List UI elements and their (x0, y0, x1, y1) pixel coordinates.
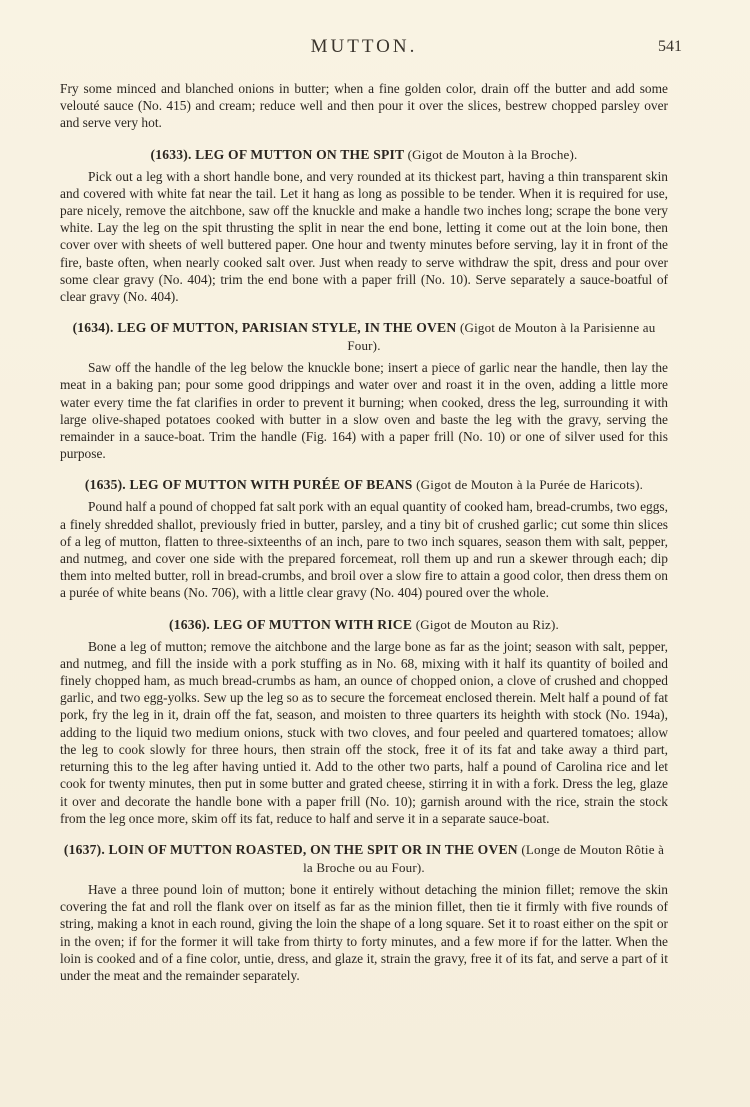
recipe-title (60, 319, 668, 355)
recipe-title-french: (Gigot de Mouton à la Parisienne au Four). (347, 320, 656, 354)
recipe-body: Pound half a pound of chopped fat salt pork with an equal quantity of cooked ham, bread-crumbs, two eggs, a finely shredded shallot, previously fried in butter, parsley, and a tiny bit of crushed garlic; cut some thin slices of a leg of mutton, flatten to three-sixteenths of an inch, pare to two inch squares, season them with salt, pepper, and nutmeg, and cover one side with the prepared forcemeat, roll them up and run a skewer through each; dip them into melted butter, roll in bread-crumbs, and broil over a slow fire to attain a good color, then dress them on a purée of white beans (No. 706), with a little clear gravy (No. 404) poured over the whole. (60, 499, 668, 601)
recipe-1636 (60, 616, 668, 827)
running-title: MUTTON. (310, 36, 418, 57)
recipe-title (60, 476, 668, 494)
recipe-1633 (60, 146, 668, 306)
recipe-title-english: (1636). LEG OF MUTTON WITH RICE (168, 616, 413, 632)
recipe-1637 (60, 841, 668, 984)
page-number: 541 (658, 38, 682, 55)
running-head (60, 36, 682, 66)
recipe-title-english: (1633). LEG OF MUTTON ON THE SPIT (150, 146, 404, 162)
recipe-title-french: (Longe de Mouton Rôtie à la Broche ou au Four). (303, 841, 665, 875)
recipe-title-english: (1637). LOIN OF MUTTON ROASTED, ON THE SPIT OR IN THE OVEN (63, 841, 518, 857)
recipe-body: Have a three pound loin of mutton; bone it entirely without detaching the minion fillet; remove the skin covering the fat and roll the flank over on itself as far as the minion fillet, then tie it firmly with five rounds of string, making a knot in each round, giving the loin the shape of a long square. Set it to roast either on the spit or in the oven; if for the former it will take from thirty to forty minutes, and a few more if for the latter. When the loin is cooked and of a fine color, untie, dress, and glaze it, strain the gravy, free it of its fat, and serve a part of it under the meat and the remainder separately. (60, 881, 668, 983)
recipe-body: Bone a leg of mutton; remove the aitchbone and the large bone as far as the joint; season with salt, pepper, and nutmeg, and fill the inside with a pork stuffing as in No. 68, mixing with it half its quantity of boiled and finely chopped ham, as much bread-crumbs as ham, an ounce of chopped onion, a clove of crushed and chopped garlic, and two egg-yolks. Sew up the leg so as to secure the forcemeat enclosed therein. Melt half a pound of fat pork, fry the leg in it, drain off the fat, season, and moisten to three quarters its heighth with stock (No. 194a), adding to the liquid two medium onions, stuck with two cloves, and four peeled and quartered tomatoes; allow the leg to cook slowly for three hours, then strain off the stock, free it of its fat and take away a third part, returning this to the leg after having untied it. Add to the other two parts, half a pound of Carolina rice and let cook for twenty minutes, then put in some butter and grated cheese, stirring it in with a fork. Dress the leg, glaze it over and decorate the handle bone with a paper frill (No. 10); garnish around with the rice, strain the stock from the leg once more, skim off its fat, reduce to half and serve it in a separate sauce-boat. (60, 638, 668, 826)
recipe-1634 (60, 319, 668, 462)
recipe-title (60, 841, 668, 877)
recipe-title (60, 616, 668, 634)
recipe-body: Saw off the handle of the leg below the knuckle bone; insert a piece of garlic near the handle, then lay the meat in a baking pan; pour some good drippings and water over and roast it in the oven, adding a little more water every time the fat clarifies in order to prevent it burning; when cooked, dress the leg, surrounding it with large olive-shaped potatoes cooked with butter in a slow oven and baste the leg with the gravy, serving the remainder in a sauce-boat. Trim the handle (Fig. 164) with a paper frill (No. 10) or one of silver used for this purpose. (60, 360, 668, 462)
recipe-title-french: (Gigot de Mouton à la Broche). (407, 146, 578, 162)
recipe-title-french: (Gigot de Mouton à la Purée de Haricots). (416, 477, 644, 493)
recipe-body: Pick out a leg with a short handle bone, and very rounded at its thickest part, having a thin transparent skin and covered with white fat near the tail. Let it hang as long as possible to be tender. When it is required for use, pare nicely, remove the aitchbone, saw off the knuckle and make a handle two inches long; scrape the bone very white. Lay the leg on the spit thrusting the split in near the end bone, letting it come out at the loin bone, then cover over with sheets of well buttered paper. One hour and twenty minutes before serving, lay it in front of the fire, baste often, when nearly cooked salt over. Just when ready to serve withdraw the spit, dress and pour over some clear gravy (No. 404); trim the end bone with a paper frill (No. 10). Serve separately a sauce-boatful of clear gravy (No. 404). (60, 168, 668, 305)
recipe-title (60, 146, 668, 164)
recipe-1635 (60, 476, 668, 601)
recipe-title-french: (Gigot de Mouton au Riz). (415, 616, 559, 632)
recipe-title-english: (1634). LEG OF MUTTON, PARISIAN STYLE, IN THE OVEN (72, 320, 457, 336)
recipe-title-english: (1635). LEG OF MUTTON WITH PURÉE OF BEANS (84, 477, 413, 493)
intro-paragraph: Fry some minced and blanched onions in butter; when a fine golden color, drain off the butter and add some velouté sauce (No. 415) and cream; reduce well and then pour it over the slices, bestrew chopped parsley over and serve very hot. (60, 81, 668, 131)
